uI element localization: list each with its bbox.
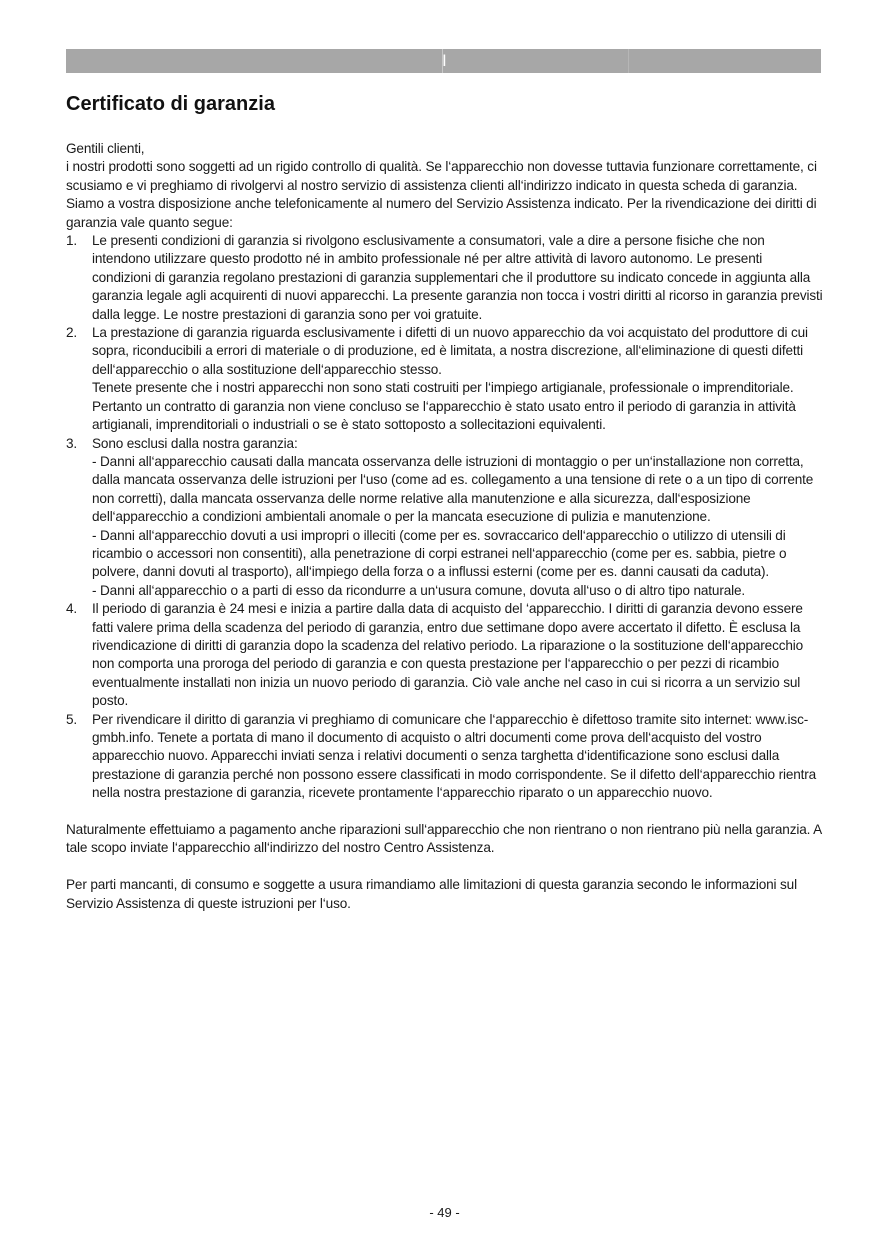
list-item (66, 711, 824, 803)
document-body (66, 140, 824, 913)
header-bar (66, 49, 821, 73)
item-number: 3. (66, 435, 78, 451)
item-paragraph: - Danni all‘apparecchio causati dalla mancata osservanza delle istruzioni di montaggio o per un‘installazione non corretta, dalla mancata osservanza delle istruzioni per l‘uso (come ad es. collegamento a una tensione di rete o a un tipo di corrente non corretti), dalla mancata osservanza delle norme relative alla manutenzione e alla sicurezza, dall‘esposizione dell‘apparecchio a condizioni ambientali anomale o per la mancata esecuzione di pulizia e manutenzione. (92, 453, 814, 525)
list-item (66, 435, 824, 601)
warranty-conditions-list (66, 232, 824, 803)
greeting: Gentili clienti, (66, 141, 145, 156)
closing-paragraph: Naturalmente effettuiamo a pagamento anche riparazioni sull‘apparecchio che non rientrano o non rientrano più nella garanzia. A tale scopo inviate l‘apparecchio all‘indirizzo del nostro Centro Assistenza. (66, 822, 822, 856)
item-number: 1. (66, 233, 78, 249)
header-separator (628, 49, 629, 73)
item-number: 2. (66, 325, 78, 341)
language-tab: I (442, 51, 447, 70)
intro-paragraph: i nostri prodotti sono soggetti ad un rigido controllo di qualità. Se l‘apparecchio non dovesse tuttavia funzionare correttamente, ci scusiamo e vi preghiamo di rivolgervi al nostro servizio di assistenza clienti all‘indirizzo indicato in questa scheda di garanzia. Siamo a vostra disposizione anche telefonicamente al numero del Servizio Assistenza indicato. Per la rivendicazione dei diritti di garanzia vale quanto segue: (66, 159, 817, 230)
item-paragraph: Per rivendicare il diritto di garanzia vi preghiamo di comunicare che l‘apparecchio è difettoso tramite sito internet: www.isc-gmbh.info. Tenete a portata di mano il documento di acquisto o altri documenti come prova dell‘acquisto del vostro apparecchio nuovo. Apparecchi inviati senza i relativi documenti o senza targhetta d‘identificazione sono esclusi dalla prestazione di garanzia perché non possono essere classificati in modo corrispondente. Se il difetto dell‘apparecchio rientra nella nostra prestazione di garanzia, ricevete prontamente l‘apparecchio riparato o un apparecchio nuovo. (92, 711, 817, 801)
item-paragraph: Tenete presente che i nostri apparecchi non sono stati costruiti per l‘impiego artigianale, professionale o imprenditoriale. Pertanto un contratto di garanzia non viene concluso se l‘apparecchio è stato usato entro il periodo di garanzia in attività artigianali, imprenditoriali o industriali o se è stato sottoposto a sollecitazioni equivalenti. (92, 380, 796, 433)
list-item (66, 232, 824, 324)
list-item (66, 324, 824, 434)
list-item (66, 600, 824, 710)
item-paragraph: Le presenti condizioni di garanzia si rivolgono esclusivamente a consumatori, vale a dire a persone fisiche che non intendono utilizzare questo prodotto né in ambito professionale né per altre attività di lavoro autonomo. Le presenti condizioni di garanzia regolano prestazioni di garanzia supplementari che il produttore su indicato concede in aggiunta alla garanzia legale agli acquirenti di nuovi apparecchi. La presente garanzia non tocca i vostri diritti al ricorso in garanzia previsti dalla legge. Le nostre prestazioni di garanzia sono per voi gratuite. (92, 233, 823, 322)
page-number: - 49 - (429, 1205, 460, 1220)
item-paragraph: Sono esclusi dalla nostra garanzia: (92, 435, 298, 451)
item-paragraph: Il periodo di garanzia è 24 mesi e inizia a partire dalla data di acquisto del ‘apparecchio. I diritti di garanzia devono essere fatti valere prima della scadenza del periodo di garanzia, entro due settimane dopo avere accertato il difetto. È esclusa la rivendicazione di diritti di garanzia dopo la scadenza del relativo periodo. La riparazione o la sostituzione dell‘apparecchio non comporta una proroga del periodo di garanzia e con questa prestazione per l‘apparecchio o per pezzi di ricambio eventualmente installati non inizia un nuovo periodo di garanzia. Ciò vale anche nel caso in cui si ricorra a un servizio sul posto. (92, 601, 804, 709)
item-number: 4. (66, 601, 78, 617)
item-paragraph: - Danni all‘apparecchio dovuti a usi impropri o illeciti (come per es. sovraccarico dell‘apparecchio o utilizzo di utensili di ricambio o accessori non consentiti), alla penetrazione di corpi estranei nell‘apparecchio (come per es. sabbia, pietre o polvere, danni dovuti al trasporto), all‘impiego della forza o a influssi esterni (come per es. danni causati da caduta). (92, 527, 787, 580)
page-title: Certificato di garanzia (66, 93, 275, 115)
item-paragraph: - Danni all‘apparecchio o a parti di esso da ricondurre a un‘usura comune, dovuta all‘uso o di altro tipo naturale. (92, 582, 746, 598)
item-number: 5. (66, 711, 78, 727)
closing-paragraph: Per parti mancanti, di consumo e soggette a usura rimandiamo alle limitazioni di questa garanzia secondo le informazioni sul Servizio Assistenza di queste istruzioni per l‘uso. (66, 877, 797, 911)
item-paragraph: La prestazione di garanzia riguarda esclusivamente i difetti di un nuovo apparecchio da voi acquistato del produttore di cui sopra, riconducibili a errori di materiale o di produzione, ed è limitata, a nostra discrezione, all‘eliminazione di questi difetti dell‘apparecchio o alla sostituzione dell‘apparecchio stesso. (92, 325, 808, 377)
